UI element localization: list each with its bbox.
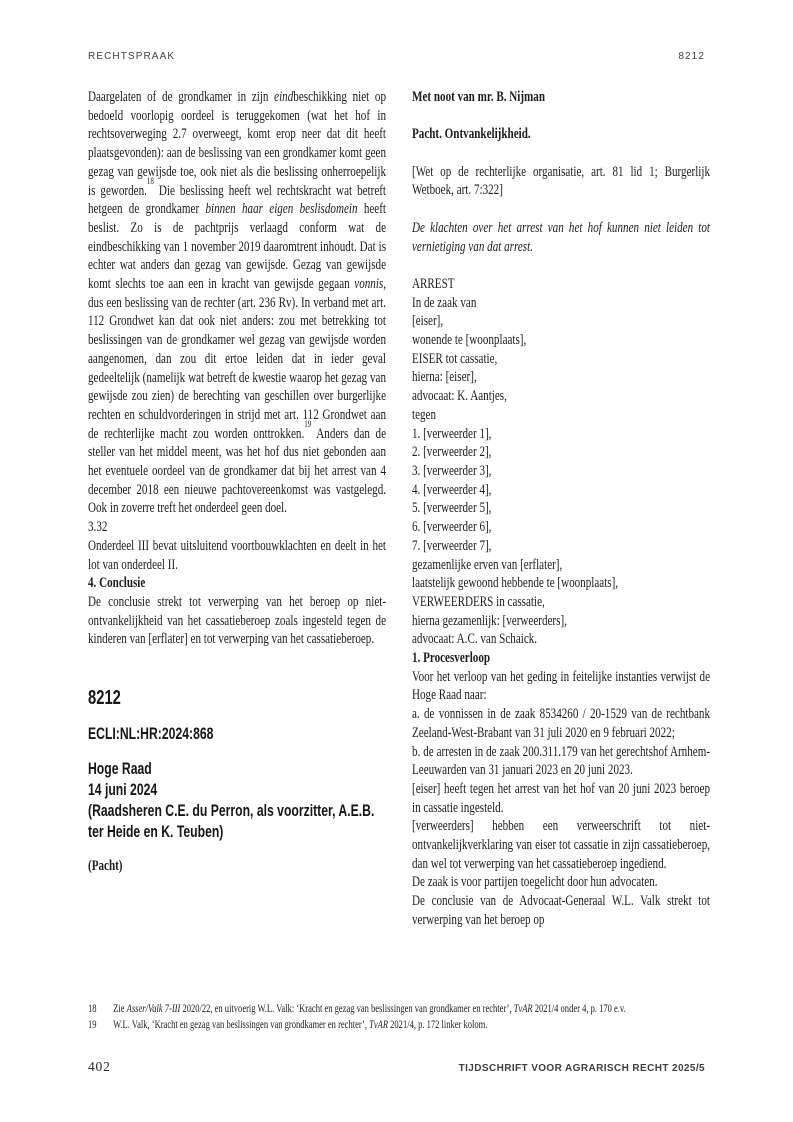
case-party-line: advocaat: A.C. van Schaick. — [412, 631, 538, 648]
section-gap — [88, 649, 386, 687]
ecli-number: ECLI:NL:HR:2024:868 — [88, 725, 214, 744]
header-item-number: 8212 — [678, 51, 705, 62]
page-footer — [88, 1059, 705, 1075]
case-party-line: In de zaak van — [412, 294, 477, 311]
gap — [88, 745, 386, 759]
case-party-line: hierna: [eiser], — [412, 369, 477, 386]
case-party-line: laatstelijk gewoond hebbende te [woonplaats], — [412, 575, 619, 592]
footnote-number: 18 — [88, 1003, 97, 1015]
procedure-paragraph: De zaak is voor partijen toegelicht door hun advocaten. — [412, 874, 658, 891]
text-run: beschikking niet op bedoeld voorlopig oordeel is teruggekomen (wat het hof in rechtsoverweging 2.7 overweegt, komt erop neer dat dit heeft plaatsgevonden): aan de beslissing van een grondkamer komt geen gezag van gewijsde toe, ook niet als die beslissing onherroepelijk is geworden. — [88, 89, 387, 199]
procedure-paragraph: [verweerders] hebben een verweerschrift tot niet-ontvankelijkverklaring van eiser tot cassatie in zijn cassatieberoep, dan wel tot verwerping van het cassatieberoep ingediend. — [412, 818, 711, 872]
left-column-wrap — [88, 88, 386, 930]
procedure-paragraph: Voor het verloop van het geding in feitelijke instanties verwijst de Hoge Raad naar: — [412, 668, 711, 704]
text-run: TvAR — [513, 1003, 533, 1015]
opinion-paragraph: De conclusie strekt tot verwerping van het beroep op niet-ontvankelijkheid van het cassatieberoep zoals ingesteld tegen de kinderen van [erflater] en tot verwerping van het cassatieberoep. — [88, 593, 387, 648]
subject-tag: (Pacht) — [88, 858, 123, 875]
footnote-reference: 18 — [146, 177, 154, 188]
annotation-credit: Met noot van mr. B. Nijman — [412, 89, 546, 105]
text-run: eind — [274, 89, 294, 105]
case-party-line: 6. [verweerder 6], — [412, 519, 492, 536]
text-columns — [88, 88, 710, 930]
case-party-line: advocaat: K. Aantjes, — [412, 388, 507, 405]
case-party-line: VERWEERDERS in cassatie, — [412, 593, 545, 610]
procedure-paragraph: [eiser] heeft tegen het arrest van het hof van 20 juni 2023 beroep in cassatie ingesteld. — [412, 780, 711, 816]
case-party-line: gezamenlijke erven van [erflater], — [412, 556, 563, 573]
text-run: vonnis — [354, 276, 384, 293]
case-number: 8212 — [88, 687, 121, 710]
footnote-text — [113, 1018, 710, 1034]
case-party-line: 5. [verweerder 5], — [412, 500, 492, 517]
headnote: De klachten over het arrest van het hof kunnen niet leiden tot vernietiging van dat arrest. — [412, 219, 711, 255]
footnotes-section — [88, 1002, 710, 1033]
text-run: binnen haar eigen beslisdomein — [205, 201, 358, 218]
procedure-paragraph: De conclusie van de Advocaat-Generaal W.L. Valk strekt tot verwerping van het beroep op — [412, 893, 711, 928]
court-name: Hoge Raad — [88, 760, 152, 779]
case-party-line: hierna gezamenlijk: [verweerders], — [412, 612, 567, 629]
blank — [412, 107, 710, 126]
section-number: 3.32 — [88, 519, 108, 536]
text-run: 2021/4, p. 172 linker kolom. — [388, 1018, 488, 1031]
text-run: 2020/22, en uitvoerig W.L. Valk: ‘Kracht en gezag van beslissingen van grondkamer en rechter’, — [180, 1003, 514, 1015]
footnote-text — [113, 1002, 710, 1018]
judges-line: (Raadsheren C.E. du Perron, als voorzitter, A.E.B. ter Heide en K. Teuben) — [88, 802, 375, 842]
text-run: Anders dan de steller van het middel meent, was het hof dus niet gebonden aan het eventuele oordeel van de grondkamer dat bij het arrest van 4 december 2018 een nieuwe pachtovereenkomst was vastgelegd. Ook in zoverre treft het onderdeel geen doel. — [88, 425, 387, 517]
text-run: , dus een beslissing van de rechter (art. 236 Rv). In verband met art. 112 Grondwet kan dat ook niet anders: zou met betrekking tot beslissingen van de grondkamer wel gezag van gewijsde worden aangenomen, dan zou dit ertoe leiden dat in ieder geval gedeeltelijk (namelijk wat betreft de kwestie waarop het gezag van gewijsde zou zien) de berechting van geschillen over burgerlijke rechten en schuldvorderingen in strijd met art. 112 Grondwet aan de rechterlijke macht zou worden onttrokken. — [88, 276, 387, 442]
footnote — [88, 1002, 710, 1018]
text-run: TvAR — [369, 1018, 389, 1031]
text-run: Zie — [113, 1003, 127, 1015]
case-party-line: 1. [verweerder 1], — [412, 425, 492, 442]
case-party-line: [eiser], — [412, 313, 444, 330]
case-party-line: tegen — [412, 406, 437, 423]
text-run: 2021/4 onder 4, p. 170 e.v. — [532, 1003, 626, 1015]
opinion-paragraph: Onderdeel III bevat uitsluitend voortbouwklachten en deelt in het lot van onderdeel II. — [88, 537, 387, 573]
footnote-list — [88, 1002, 710, 1033]
opinion-paragraph — [88, 88, 386, 518]
text-run: Daargelaten of de grondkamer in zijn — [88, 89, 275, 105]
case-party-line: 4. [verweerder 4], — [412, 481, 492, 498]
case-party-line: EISER tot cassatie, — [412, 350, 498, 367]
text-run: heeft beslist. Zo is de pachtprijs verlaagd conform wat de eindbeschikking van 1 november 2019 daaromtrent inhoudt. Dat is echter wat anders dan gezag van gewijsde. Gezag van gewijsde komt slechts toe aan een in kracht van gewijsde gegaan — [88, 201, 387, 293]
case-party-line: 2. [verweerder 2], — [412, 444, 492, 461]
blank — [412, 144, 710, 163]
procedure-paragraph: a. de vonnissen in de zaak 8534260 / 20-1529 van de rechtbank Zeeland-West-Brabant van 31 juli 2020 en 9 februari 2022; — [412, 706, 711, 741]
case-party-line: wonende te [woonplaats], — [412, 332, 527, 349]
footnote — [88, 1018, 710, 1034]
footer-journal-title: TIJDSCHRIFT VOOR AGRARISCH RECHT 2025/5 — [458, 1063, 705, 1074]
statute-reference: [Wet op de rechterlijke organisatie, art. 81 lid 1; Burgerlijk Wetboek, art. 7:322] — [412, 163, 711, 199]
blank — [412, 256, 710, 275]
keywords-heading: Pacht. Ontvankelijkheid. — [412, 126, 531, 143]
footnote-reference: 19 — [304, 420, 312, 431]
right-column-wrap — [412, 88, 710, 930]
footnote-number: 19 — [88, 1018, 97, 1031]
procedure-paragraph: b. de arresten in de zaak 200.311.179 van het gerechtshof Arnhem-Leeuwarden van 31 januari 2023 en 20 juni 2023. — [412, 743, 711, 779]
left-column — [88, 88, 386, 876]
gap — [88, 843, 386, 857]
judgment-date: 14 juni 2024 — [88, 781, 158, 800]
text-run: W.L. Valk, ‘Kracht en gezag van beslissingen van grondkamer en rechter’, — [113, 1018, 370, 1031]
blank — [412, 200, 710, 219]
gap — [88, 710, 386, 724]
section-heading: 1. Procesverloop — [412, 650, 491, 667]
right-column — [412, 88, 710, 930]
running-header — [88, 51, 705, 62]
text-run: Asser/Valk 7-III — [126, 1003, 181, 1015]
header-section-label: RECHTSPRAAK — [88, 51, 176, 62]
text-run: Die beslissing heeft wel rechtskracht wat betreft hetgeen de grondkamer — [88, 182, 387, 218]
footer-page-number: 402 — [88, 1059, 111, 1074]
arrest-heading: ARREST — [412, 275, 455, 292]
case-party-line: 3. [verweerder 3], — [412, 463, 492, 479]
section-heading: 4. Conclusie — [88, 575, 146, 592]
case-party-line: 7. [verweerder 7], — [412, 537, 492, 554]
